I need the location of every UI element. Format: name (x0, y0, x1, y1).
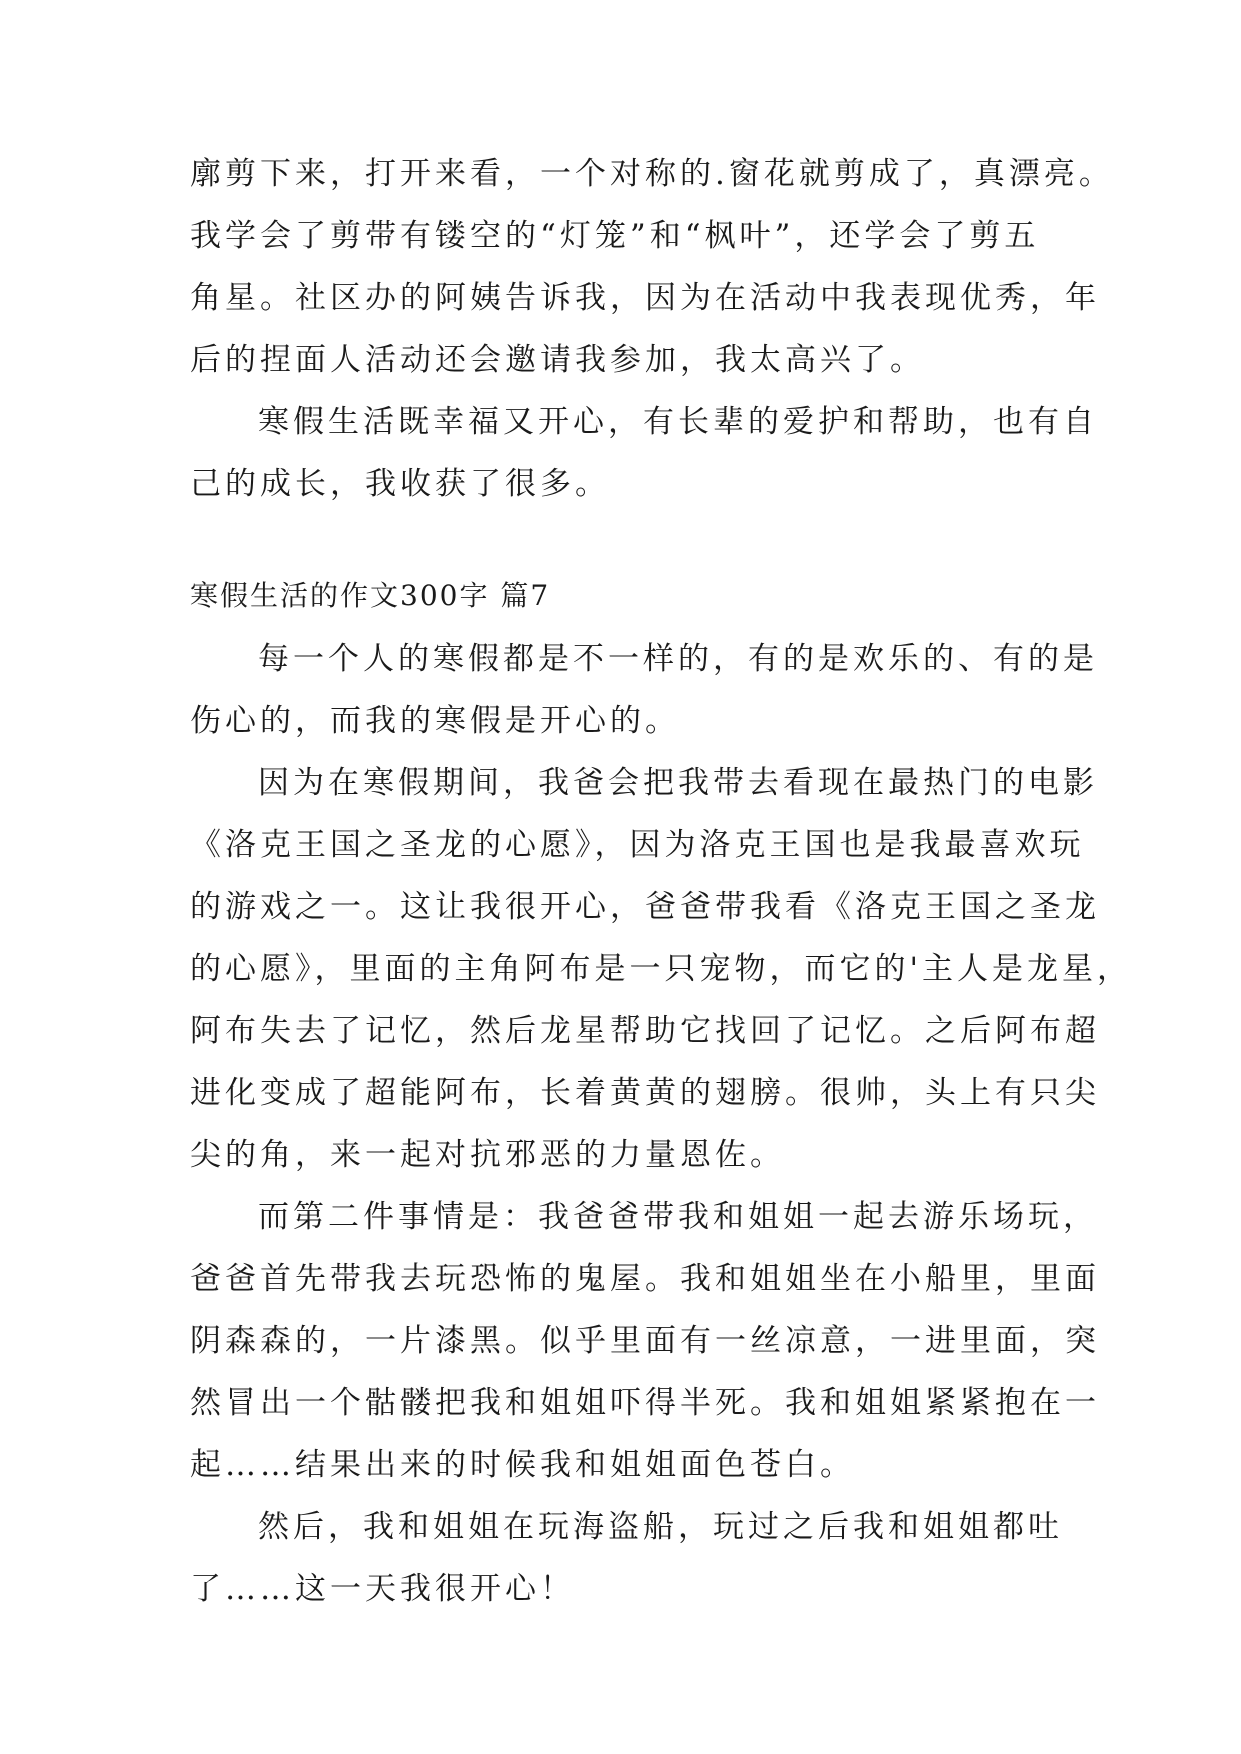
text-line: 的游戏之一。这让我很开心，爸爸带我看《洛克王国之圣龙 (190, 889, 1100, 925)
text-line: 了……这一天我很开心！ (190, 1571, 575, 1607)
text-line: 进化变成了超能阿布，长着黄黄的翅膀。很帅，头上有只尖 (190, 1075, 1100, 1111)
text-line: 因为在寒假期间，我爸会把我带去看现在最热门的电影 (258, 765, 1098, 801)
text-line: 而第二件事情是：我爸爸带我和姐姐一起去游乐场玩， (258, 1199, 1098, 1235)
essay-paragraph-3 (190, 1186, 1100, 1496)
text-line: 己的成长，我收获了很多。 (190, 466, 610, 502)
text-line: 阿布失去了记忆，然后龙星帮助它找回了记忆。之后阿布超 (190, 1013, 1100, 1049)
text-line: 后的捏面人活动还会邀请我参加，我太高兴了。 (190, 342, 925, 378)
text-line: 寒假生活既幸福又开心，有长辈的爱护和帮助，也有自 (258, 404, 1098, 440)
text-line: 爸爸首先带我去玩恐怖的鬼屋。我和姐姐坐在小船里，里面 (190, 1261, 1100, 1297)
text-line: 阴森森的，一片漆黑。似乎里面有一丝凉意，一进里面，突 (190, 1323, 1100, 1359)
text-line: 然冒出一个骷髅把我和姐姐吓得半死。我和姐姐紧紧抱在一 (190, 1385, 1100, 1421)
intro-paragraph (190, 143, 1114, 391)
section-title: 寒假生活的作文300字 篇7 (190, 579, 551, 612)
essay-paragraph-1 (190, 628, 1098, 752)
essay-paragraph-4 (190, 1496, 1063, 1620)
text-line: 起……结果出来的时候我和姐姐面色苍白。 (190, 1447, 855, 1483)
text-line: 的心愿》，里面的主角阿布是一只宠物，而它的'主人是龙星， (190, 951, 1133, 987)
essay-paragraph-2 (190, 752, 1133, 1186)
text-line: 《洛克王国之圣龙的心愿》，因为洛克王国也是我最喜欢玩 (190, 827, 1085, 863)
text-line: 我学会了剪带有镂空的“灯笼”和“枫叶”，还学会了剪五 (190, 218, 1040, 254)
text-line: 伤心的，而我的寒假是开心的。 (190, 703, 680, 739)
text-line: 廓剪下来，打开来看，一个对称的.窗花就剪成了，真漂亮。 (190, 156, 1114, 192)
text-line: 尖的角，来一起对抗邪恶的力量恩佐。 (190, 1137, 785, 1173)
text-line: 然后，我和姐姐在玩海盗船，玩过之后我和姐姐都吐 (258, 1509, 1063, 1545)
text-line: 每一个人的寒假都是不一样的，有的是欢乐的、有的是 (258, 641, 1098, 677)
closing-paragraph (190, 391, 1098, 515)
text-line: 角星。社区办的阿姨告诉我，因为在活动中我表现优秀，年 (190, 280, 1100, 316)
